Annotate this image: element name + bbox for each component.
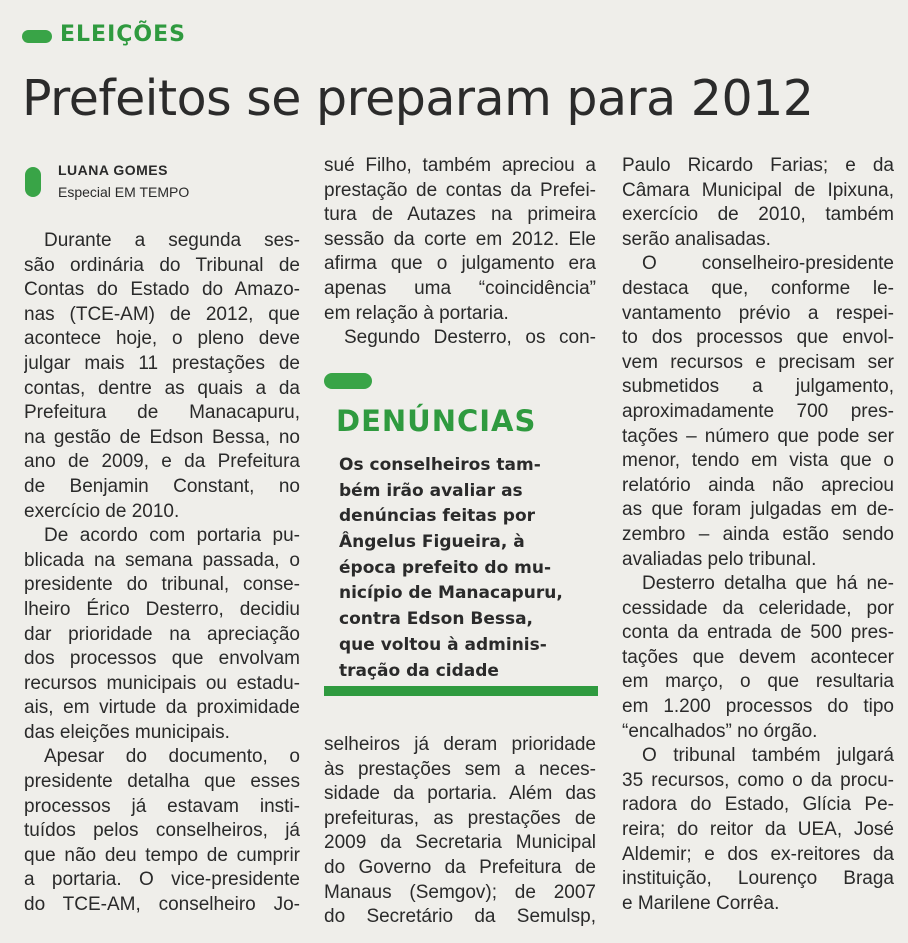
sidebar-rule xyxy=(324,686,598,696)
text-line: Aldemir; e dos ex-reitores da xyxy=(622,843,894,865)
sidebar-text-line: contra Edson Bessa, xyxy=(339,609,534,630)
text-line: tações que devem acontecer xyxy=(622,646,894,668)
text-line: Apesar do documento, o xyxy=(44,746,300,768)
text-line: a portaria. O vice-presidente xyxy=(24,869,300,891)
text-line: menor, tendo em vista que o xyxy=(622,450,894,472)
sidebar-text-line: nicípio de Manacapuru, xyxy=(339,583,563,604)
text-line: na gestão de Edson Bessa, no xyxy=(24,426,300,448)
text-line: blicada na semana passada, o xyxy=(24,549,300,571)
text-line: às prestações sem a neces- xyxy=(324,758,596,780)
text-line: recursos municipais ou estadu- xyxy=(24,672,300,694)
sidebar-text-line: bém irão avaliar as xyxy=(339,480,523,501)
text-line: Durante a segunda ses- xyxy=(44,230,300,251)
text-line: ano de 2009, e da Prefeitura xyxy=(24,451,300,473)
article-column-2-bottom xyxy=(324,733,596,930)
text-line: prestação de contas da Prefei- xyxy=(324,179,596,201)
text-line: que não deu tempo de cumprir xyxy=(24,844,300,866)
text-line: em relação à portaria. xyxy=(324,302,509,324)
text-line: reira; do reitor da UEA, José xyxy=(622,819,894,841)
text-line: De acordo com portaria pu- xyxy=(44,525,300,547)
text-line: do TCE-AM, conselheiro Jo- xyxy=(24,894,300,916)
sidebar-text-line: que voltou à adminis- xyxy=(339,634,547,655)
text-line: dar prioridade na apreciação xyxy=(24,623,300,645)
section-marker xyxy=(22,30,52,43)
text-line: cessidade da celeridade, por xyxy=(622,597,894,619)
sidebar-text-line: denúncias feitas por xyxy=(339,506,536,527)
text-line: exercício de 2010, também xyxy=(622,204,894,226)
text-line: Desterro detalha que há ne- xyxy=(642,573,894,595)
text-line: sessão da corte em 2012. Ele xyxy=(324,228,596,250)
byline-author: LUANA GOMES xyxy=(58,162,168,178)
text-line: sué Filho, também apreciou a xyxy=(324,155,596,176)
sidebar-text-line: época prefeito do mu- xyxy=(339,557,552,578)
text-line: exercício de 2010. xyxy=(24,500,180,522)
text-line: serão analisadas. xyxy=(622,228,771,250)
text-line: Prefeitura de Manacapuru, xyxy=(24,402,300,424)
text-line: presidente do tribunal, conse- xyxy=(24,574,300,596)
text-line: zembro – ainda estão sendo xyxy=(622,523,894,545)
text-line: ais, em virtude da proximidade xyxy=(24,697,300,719)
headline: Prefeitos se preparam para 2012 xyxy=(22,70,814,127)
text-line: relatório ainda não apreciou xyxy=(622,474,894,496)
text-line: acontece hoje, o pleno deve xyxy=(24,328,300,350)
article-column-2-top xyxy=(324,154,596,351)
text-line: tura de Autazes na primeira xyxy=(324,204,596,226)
text-line: avaliadas pelo tribunal. xyxy=(622,548,817,570)
text-line: de Benjamin Constant, no xyxy=(24,475,300,497)
text-line: “encalhados” no órgão. xyxy=(622,720,818,742)
text-line: contas, dentre as quais a da xyxy=(24,377,300,399)
text-line: das eleições municipais. xyxy=(24,721,230,743)
text-line: as que foram julgadas em de- xyxy=(622,499,894,521)
text-line: submetidos a julgamento, xyxy=(622,376,894,398)
sidebar-text-line: tração da cidade xyxy=(339,660,499,681)
byline-role: Especial EM TEMPO xyxy=(58,184,190,200)
text-line: conta da entrada de 500 pres- xyxy=(622,622,894,644)
sidebar-text-line: Os conselheiros tam- xyxy=(339,455,541,475)
text-line: 35 recursos, como o da procu- xyxy=(622,769,894,791)
text-line: prefeituras, as prestações de xyxy=(324,807,596,829)
text-line: nas (TCE-AM) de 2012, que xyxy=(24,303,300,325)
text-line: destaca que, conforme le- xyxy=(622,277,894,299)
text-line: vantamento prévio a respei- xyxy=(622,302,894,324)
sidebar-text xyxy=(339,453,579,684)
text-line: vem recursos e precisam ser xyxy=(622,351,894,373)
text-line: julgar mais 11 prestações de xyxy=(24,352,300,374)
text-line: lheiro Érico Desterro, decidiu xyxy=(24,598,300,620)
text-line: e Marilene Corrêa. xyxy=(622,892,780,914)
text-line: em 1.200 processos do tipo xyxy=(622,696,894,718)
article-column-1 xyxy=(24,229,300,918)
text-line: aproximadamente 700 pres- xyxy=(622,400,894,422)
sidebar-text-line: Ângelus Figueira, à xyxy=(339,532,525,553)
text-line: O tribunal também julgará xyxy=(642,745,894,767)
text-line: to dos processos que envol- xyxy=(622,327,894,349)
text-line: do Governo da Prefeitura de xyxy=(324,856,596,878)
text-line: Câmara Municipal de Ipixuna, xyxy=(622,179,894,201)
text-line: dos processos que envolvam xyxy=(24,648,300,670)
text-line: tuídos pelos conselheiros, já xyxy=(24,820,300,842)
text-line: Contas do Estado do Amazo- xyxy=(24,279,300,301)
sidebar-marker xyxy=(324,373,372,389)
text-line: Segundo Desterro, os con- xyxy=(344,327,596,349)
text-line: são ordinária do Tribunal de xyxy=(24,254,300,276)
text-line: afirma que o julgamento era xyxy=(324,253,596,275)
text-line: Paulo Ricardo Farias; e da xyxy=(622,155,894,176)
text-line: selheiros já deram prioridade xyxy=(324,734,596,755)
text-line: tações – número que pode ser xyxy=(622,425,894,447)
section-label: ELEIÇÕES xyxy=(60,22,186,47)
text-line: 2009 da Secretaria Municipal xyxy=(324,832,596,854)
text-line: presidente detalha que esses xyxy=(24,771,300,793)
text-line: Manaus (Semgov); de 2007 xyxy=(324,881,596,903)
text-line: apenas uma “coincidência” xyxy=(324,277,596,299)
text-line: processos já estavam insti- xyxy=(24,795,300,817)
text-line: sidade da portaria. Além das xyxy=(324,783,596,805)
text-line: em março, o que resultaria xyxy=(622,671,894,693)
sidebar-title: DENÚNCIAS xyxy=(336,404,537,438)
text-line: O conselheiro-presidente xyxy=(642,253,894,275)
byline-marker xyxy=(25,167,41,197)
text-line: instituição, Lourenço Braga xyxy=(622,868,894,890)
article-column-3 xyxy=(622,154,894,916)
text-line: radora do Estado, Glícia Pe- xyxy=(622,794,894,816)
text-line: do Secretário da Semulsp, xyxy=(324,906,596,928)
